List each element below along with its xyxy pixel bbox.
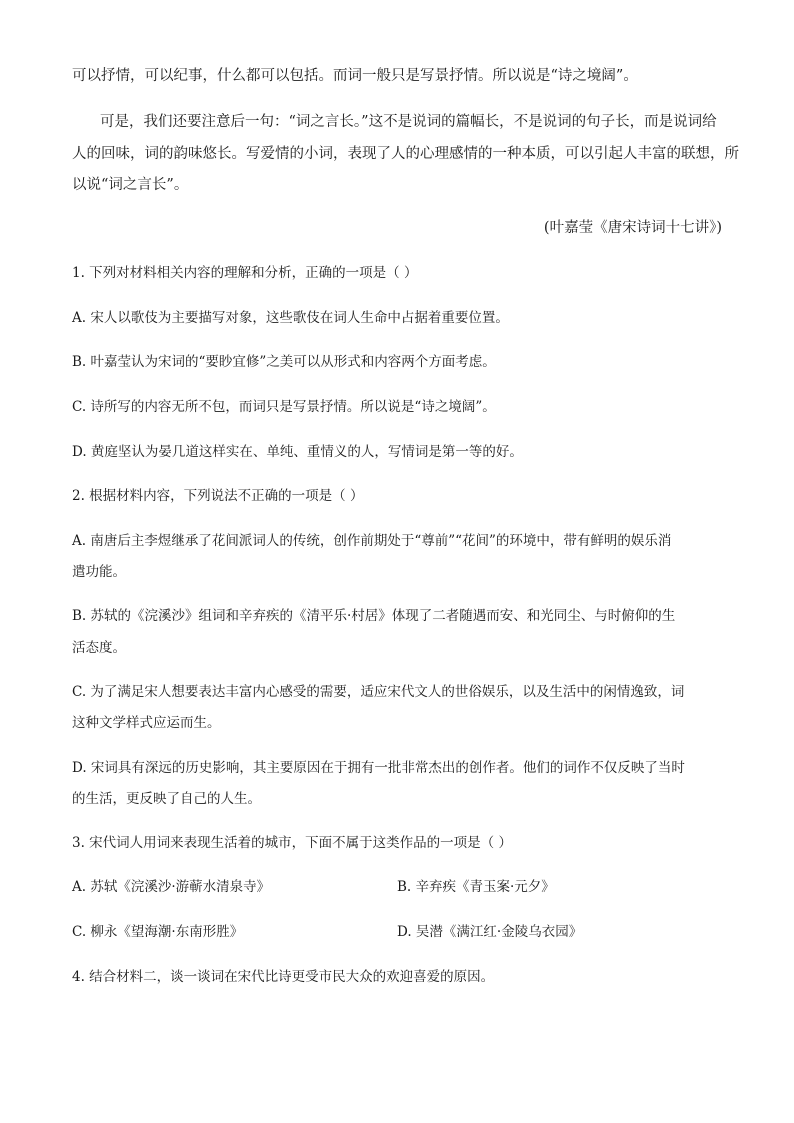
question-2-option-b: B. 苏轼的《浣溪沙》组词和辛弃疾的《清平乐·村居》体现了二者随遇而安、和光同尘、与时俯仰的生: [72, 608, 676, 624]
question-2-option-d: D. 宋词具有深远的历史影响，其主要原因在于拥有一批非常杰出的创作者。他们的词作不仅反映了当时: [72, 760, 685, 776]
question-3-option-d: D. 吴潜《满江红·金陵乌衣园》: [397, 924, 583, 940]
question-4-stem: 4. 结合材料二，谈一谈词在宋代比诗更受市民大众的欢迎喜爱的原因。: [72, 969, 495, 985]
question-3-option-c: C. 柳永《望海潮·东南形胜》: [72, 924, 244, 940]
passage-line: 人的回味，词的韵味悠长。写爱情的小词，表现了人的心理感情的一种本质，可以引起人丰富的联想，所: [72, 146, 739, 162]
question-2-option-b-cont: 活态度。: [72, 640, 126, 656]
passage-line: 以说“词之言长”。: [72, 177, 189, 193]
question-2-option-a: A. 南唐后主李煜继承了花间派词人的传统，创作前期处于“尊前”“花间”的环境中，带有鲜明的娱乐消: [72, 533, 672, 549]
question-2-option-a-cont: 遣功能。: [72, 564, 126, 580]
question-2-option-c: C. 为了满足宋人想要表达丰富内心感受的需要，适应宋代文人的世俗娱乐，以及生活中的闲情逸致，词: [72, 684, 685, 700]
question-3-stem: 3. 宋代词人用词来表现生活着的城市，下面不属于这类作品的一项是（ ）: [72, 835, 512, 851]
question-1-stem: 1. 下列对材料相关内容的理解和分析，正确的一项是（ ）: [72, 265, 418, 281]
question-2-option-c-cont: 这种文学样式应运而生。: [72, 715, 221, 731]
passage-source: (叶嘉莹《唐宋诗词十七讲》): [543, 220, 722, 236]
passage-line: 可是，我们还要注意后一句：“词之言长。”这不是说词的篇幅长，不是说词的句子长，而是说词给: [100, 114, 717, 130]
question-3-option-a: A. 苏轼《浣溪沙·游蕲水清泉寺》: [72, 879, 271, 895]
question-1-option-a: A. 宋人以歌伎为主要描写对象，这些歌伎在词人生命中占据着重要位置。: [72, 310, 509, 326]
question-3-option-b: B. 辛弃疾《青玉案·元夕》: [397, 879, 555, 895]
question-1-option-c: C. 诗所写的内容无所不包，而词只是写景抒情。所以说是“诗之境阔”。: [72, 399, 496, 415]
question-2-option-d-cont: 的生活，更反映了自己的人生。: [72, 791, 261, 807]
question-1-option-d: D. 黄庭坚认为晏几道这样实在、单纯、重情义的人，写情词是第一等的好。: [72, 444, 523, 460]
passage-line: 可以抒情，可以纪事，什么都可以包括。而词一般只是写景抒情。所以说是“诗之境阔”。: [72, 68, 638, 84]
question-1-option-b: B. 叶嘉莹认为宋词的“要眇宜修”之美可以从形式和内容两个方面考虑。: [72, 354, 496, 370]
question-2-stem: 2. 根据材料内容，下列说法不正确的一项是（ ）: [72, 488, 364, 504]
